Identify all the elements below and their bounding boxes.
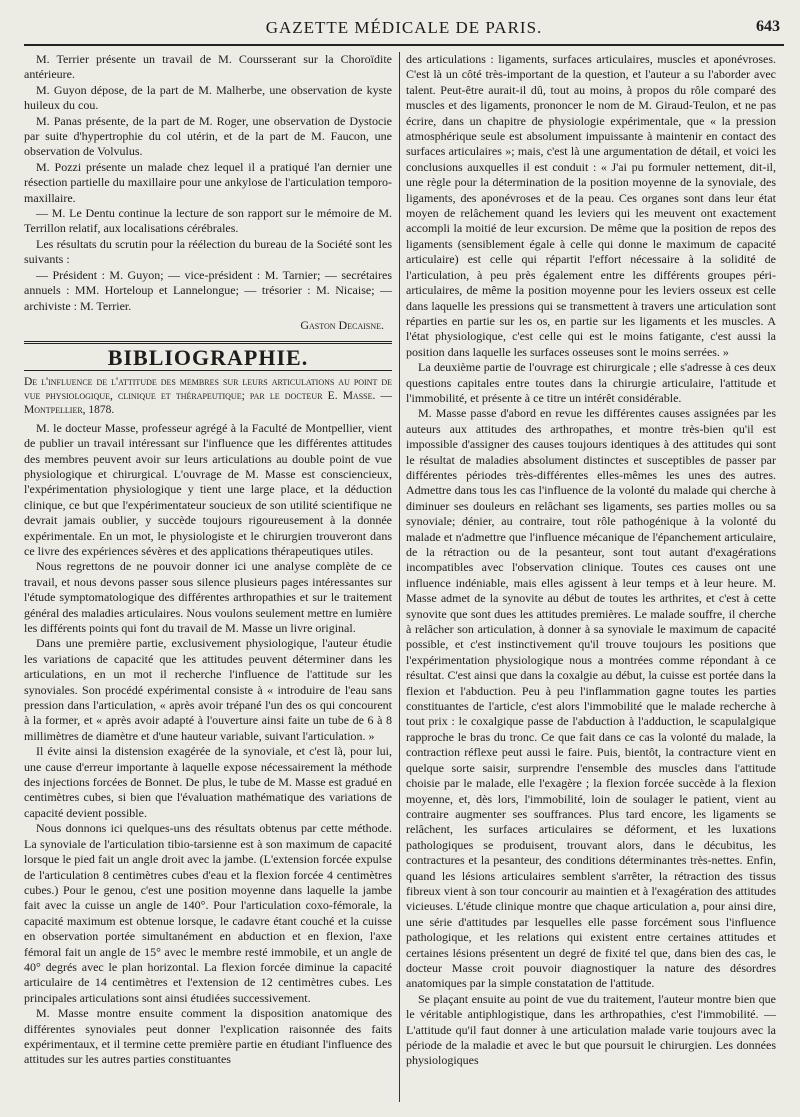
- header-rule: [24, 44, 784, 46]
- body-paragraph: M. Masse passe d'abord en revue les différentes causes assignées par les auteurs aux attitudes des arthropathes, et montre très-bien qu'il est impossible d'assigner des causes toujours identiques à des attitudes qui sont le résultat de maladies absolument distinctes et susceptibles de passer par différentes périodes très-différentes elles-mêmes les unes des autres. Admettre dans tous les cas l'influence de la volonté du malade qui cherche à diminuer ses douleurs en relâchant ses ligaments, ses parties molles ou sa synoviale; dénier, au contraire, tout rôle pathogénique à la volonté du malade et n'admettre que l'influence mécanique de l'épanchement articulaire, de la rétraction ou de la pesanteur, sont tout autant d'exagérations incompatibles avec l'observation clinique. Toutes ces causes ont une influence indéniable, mais elles agissent à leur temps et à leur heure. M. Masse admet de la synovite au début de toutes les arthrites, et c'est à cette synovite que sont dues les attitudes premières. Le malade souffre, il cherche à relâcher son articulation, à donner à sa synoviale le maximum de capacité possible, et c'est instinctivement qu'il trouve toujours les positions que l'expérimentation physiologique nous a montrées comme répondant à ce résultat. C'est ainsi que dans la coxalgie au début, la cuisse est portée dans la flexion et l'abduction. Peu à peu l'inflammation gagne toutes les parties constituantes de l'article, c'est alors l'immobilité que le malade recherche à tout prix : le coxalgique passe de l'abduction à l'adduction, le scapulalgique rapproche le bras du tronc. Ce que fait dans ce cas la volonté du malade, la contraction réflexe peut aussi le faire. Puis, bientôt, la contracture vient en quelque sorte saisir, surprendre l'ensemble des muscles dans l'attitude choisie par le malade, elle l'exagère ; la flexion forcée succède à la flexion moyenne, et, dès lors, l'immobilité, loin de soulager le patient, vient au contraire augmenter ses souffrances. Plus tard encore, les ligaments se relâchent, les surfaces articulaires se déforment, et les luxations pathologiques se produisent, trouvant alors, dans le décubitus, les contractures et la pesanteur, des conditions déterminantes très-nettes. Enfin, quand les lésions articulaires semblent s'arrêter, la rétraction des tissus fibreux vient à son tour concourir au maintien et à l'exagération des attitudes vicieuses. L'étude clinique montre que chaque articulation a, pour ainsi dire, une série d'attitudes par lesquelles elle passe forcément sous l'influence pathologique, et les relations qui existent entre certaines attitudes et certaines lésions présentent un degré de fixité tel que, dans bien des cas, le docteur Masse croit pouvoir diagnostiquer la nature des désordres anatomiques par la simple constatation de l'attitude.: [406, 406, 776, 991]
- author-signature: Gaston Decaisne.: [300, 317, 384, 332]
- body-paragraph: Nous regrettons de ne pouvoir donner ici une analyse complète de ce travail, et nous devons passer sous silence plusieurs pages intéressantes sur l'étude symptomatologique des différentes arthropathies et sur le traitement général des maladies articulaires. Nous voulons seulement mettre en lumière les différents points qui font du travail de M. Masse un livre original.: [24, 559, 392, 635]
- body-paragraph: Se plaçant ensuite au point de vue du traitement, l'auteur montre bien que le véritable antiphlogistique, dans les arthropathies, c'est l'immobilité. — L'attitude qu'il faut donner à une articulation malade varie toujours avec la période de la maladie et avec le but que poursuit le chirurgien. Les données physiologiques: [406, 991, 776, 1068]
- society-paragraph: — Président : M. Guyon; — vice-président : M. Tarnier; — secrétaires annuels : MM. Horteloup et Lannelongue; — trésorier : M. Nicaise; — archiviste : M. Terrier.: [24, 267, 392, 313]
- right-column: [406, 52, 776, 1069]
- body-paragraph: Nous donnons ici quelques-uns des résultats obtenus par cette méthode. La synoviale de l'articulation tibio-tarsienne est à son maximum de capacité lorsque le pied fait un angle droit avec la jambe. (L'extension forcée expulse de l'articulation 8 centimètres cubes d'eau et la flexion forcée 4 centimètres cubes.) Pour le genou, c'est une position moyenne dans laquelle la jambe fait avec la cuisse un angle de 140°. Pour l'articulation coxo-fémorale, la capacité maximum est obtenue lorsque, le cadavre étant couché et la cuisse en observation portée simultanément en abduction et en flexion, l'axe fémoral fait un angle de 15° avec le membre resté immobile, et un angle de 40° degrés avec le plan horizontal. La flexion forcée diminue la capacité articulaire de 14 centimètres et l'extension de 12 centimètres cubes. Les principales articulations sont ainsi étudiées successivement.: [24, 821, 392, 1005]
- society-paragraph: Les résultats du scrutin pour la réélection du bureau de la Société sont les suivants :: [24, 236, 392, 267]
- journal-title: GAZETTE MÉDICALE DE PARIS.: [265, 18, 543, 37]
- society-paragraph: — M. Le Dentu continue la lecture de son rapport sur le mémoire de M. Terrillon relatif, aux localisations cérébrales.: [24, 206, 392, 236]
- body-paragraph: Dans une première partie, exclusivement physiologique, l'auteur étudie les variations de capacité que les attitudes peuvent déterminer dans les articulations, en un mot il recherche l'influence de l'attitude sur les synoviales. Son procédé expérimental consiste à « introduire de l'eau sans pression dans l'articulation, « après avoir trépané l'un des os qui concourent à la former, et « après avoir adapté à l'ouverture ainsi faite un tube de 6 à 8 millimètres de diamètre et d'une hauteur variable, suivant l'articulation. »: [24, 636, 392, 743]
- society-paragraph: M. Pozzi présente un malade chez lequel il a pratiqué l'an dernier une résection partielle du maxillaire pour une ankylose de l'articulation temporo-maxillaire.: [24, 159, 392, 205]
- column-separator: [399, 52, 400, 1102]
- society-paragraph: M. Panas présente, de la part de M. Roger, une observation de Dystocie par suite d'hypertrophie du col utérin, et de la part de M. Faucon, une observation de Volvulus.: [24, 113, 392, 159]
- body-paragraph: Il évite ainsi la distension exagérée de la synoviale, et c'est là, pour lui, une cause d'erreur importante à laquelle expose nécessairement la méthode des injections forcées de Bonnet. De plus, le tube de M. Masse est gradué en centimètres cubes, si bien que l'évaluation mathématique des variations de capacité devient possible.: [24, 744, 392, 820]
- section-heading: BIBLIOGRAPHIE.: [107, 345, 309, 371]
- left-column: [24, 52, 392, 1068]
- page-number: 643: [756, 18, 780, 35]
- body-paragraph: La deuxième partie de l'ouvrage est chirurgicale ; elle s'adresse à ces deux questions capitales entre toutes dans la chirurgie articulaire, l'attitude et l'immobilité, et présente à ce titre un intérêt considérable.: [406, 360, 776, 405]
- society-paragraph: M. Guyon dépose, de la part de M. Malherbe, une observation de kyste huileux du cou.: [24, 82, 392, 113]
- page-header: [24, 18, 784, 42]
- article-title: De l'influence de l'attitude des membres sur leurs articulations au point de vue physiologique, clinique et thérapeutique; par le docteur E. Masse. — Montpellier, 1878.: [24, 375, 392, 416]
- section-divider: [24, 341, 392, 344]
- body-paragraph: des articulations : ligaments, surfaces articulaires, muscles et aponévroses. C'est là un côté très-important de la question, et l'auteur a su l'aborder avec talent. Peut-être aurait-il dû, tout au moins, à propos du rôle comparé des muscles et des ligaments, prononcer le nom de M. Giraud-Teulon, et ne pas écrire, dans un chapitre de physiologie expérimentale, que « la pression atmosphérique seule est absolument impuissante à maintenir en contact des surfaces articulaires »; mais, c'est là une argumentation de détail, et voici les conclusions auxquelles il est conduit : « J'ai pu formuler nettement, dit-il, une règle pour la détermination de la position moyenne de la synoviale, des ligaments, des aponévroses et de la peau. Ces organes sont dans leur état moyen de relâchement quand les leviers qui les meuvent ont exactement accompli la moitié de leur excursion. De même que la position de repos des ligaments (sensiblement égale à celle qui donne le maximum de capacité articulaire) est celle qui répartit l'effort nécessaire à la solidité de l'articulation, à peu près également entre les différents groupes péri-articulaires, de même la position moyenne pour les leviers osseux est celle dans laquelle les pressions qui se transmettent à travers une articulation sont réparties en partie sur les os, en partie sur les ligaments et les muscles. A l'état physiologique, c'est celle qui est le moins fatigante, c'est aussi la position dans laquelle les surfaces osseuses sont le moins serrées. »: [406, 52, 776, 359]
- society-paragraph: M. Terrier présente un travail de M. Coursserant sur la Choroïdite antérieure.: [24, 52, 392, 82]
- body-paragraph: M. Masse montre ensuite comment la disposition anatomique des différentes synoviales peut donner l'explication raisonnée des faits expérimentaux, et il termine cette première partie en étudiant l'influence des attitudes sur les autres parties constituantes: [24, 1006, 392, 1067]
- body-paragraph: M. le docteur Masse, professeur agrégé à la Faculté de Montpellier, vient de publier un travail intéressant sur l'influence que les différentes attitudes des membres peuvent avoir sur leurs articulations au double point de vue physiologique et chirurgical. L'ouvrage de M. Masse est consciencieux, l'expérimentation physiologique y tient une large place, et la déduction clinique, ce but que l'expérimentateur soucieux de son utilité scientifique ne devrait jamais oublier, y succède toujours rigoureusement à la donnée expérimentale. En un mot, le physiologiste et le chirurgien trouveront dans ce livre des expériences sévères et des applications thérapeutiques utiles.: [24, 420, 392, 558]
